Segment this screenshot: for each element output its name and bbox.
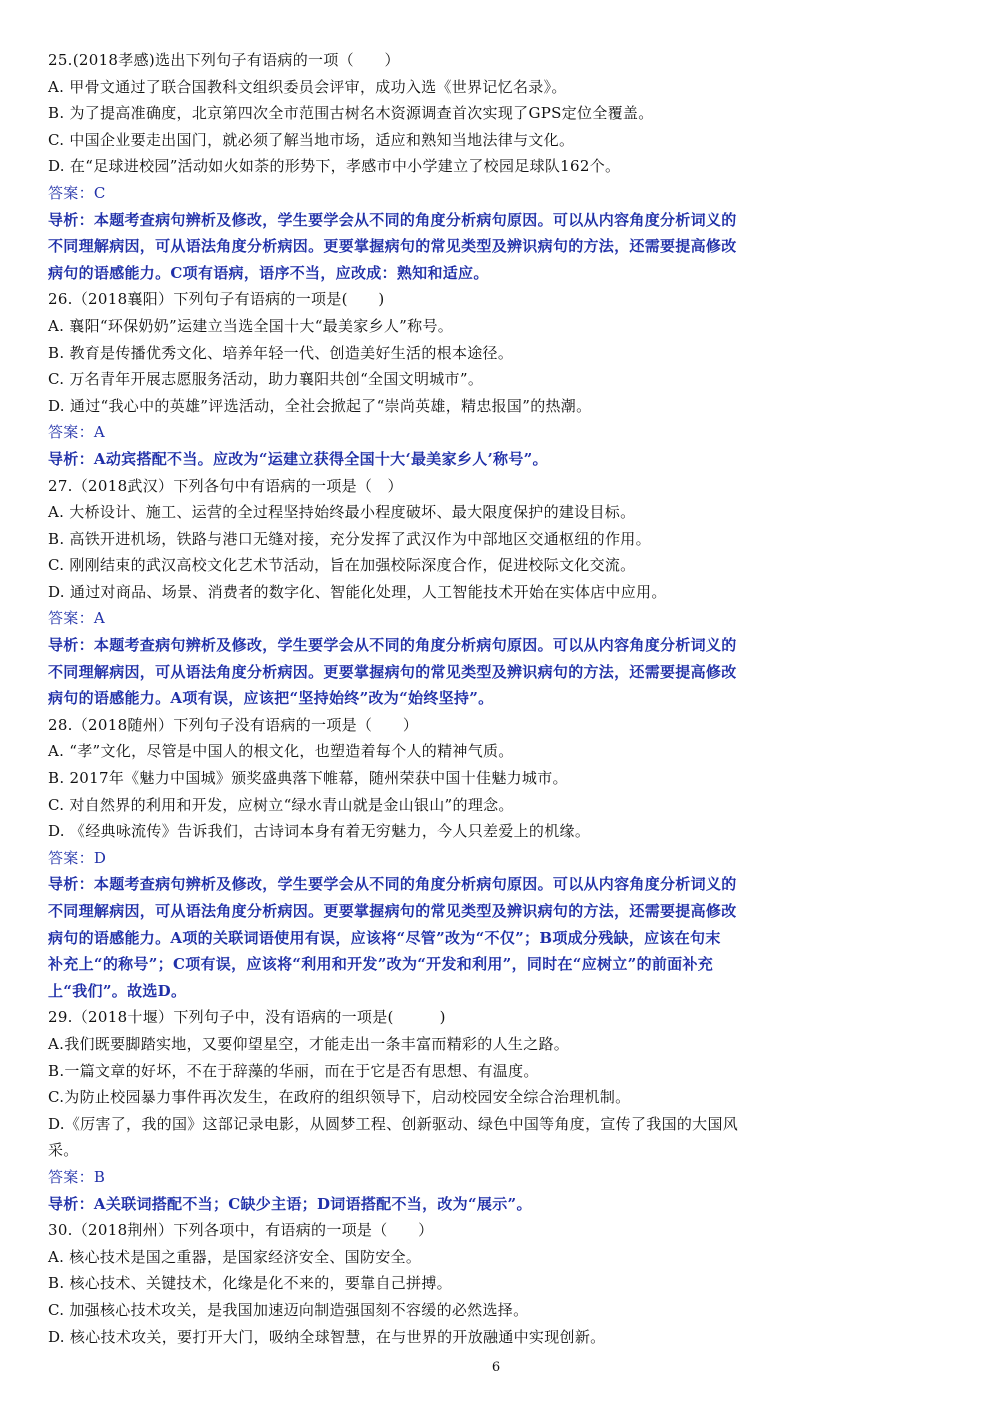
analysis-line: 不同理解病因，可从语法角度分析病因。更要掌握病句的常见类型及辨识病句的方法，还需要提高修改 xyxy=(48,902,737,920)
analysis-line: 导析：本题考查病句辨析及修改，学生要学会从不同的角度分析病句原因。可以从内容角度分析词义的 xyxy=(48,875,737,894)
question-option: A. 核心技术是国之重器，是国家经济安全、国防安全。 xyxy=(48,1247,422,1266)
analysis-line: 导析：本题考查病句辨析及修改，学生要学会从不同的角度分析病句原因。可以从内容角度分析词义的 xyxy=(48,210,737,229)
question-option: D. 《经典咏流传》告诉我们，古诗词本身有着无穷魅力，今人只差爱上的机缘。 xyxy=(48,822,591,841)
question-option: C. 加强核心技术攻关，是我国加速迈向制造强国刻不容缓的必然选择。 xyxy=(48,1300,529,1319)
question-option: 采。 xyxy=(48,1141,79,1160)
question-option: A. 襄阳“环保奶奶”运建立当选全国十大“最美家乡人”称号。 xyxy=(48,316,454,335)
question-option: D.《厉害了，我的国》这部记录电影，从圆梦工程、创新驱动、绿色中国等角度，宣传了我国的大国风 xyxy=(48,1114,739,1133)
question-option: B. 2017年《魅力中国城》颁奖盛典落下帷幕，随州荣获中国十佳魅力城市。 xyxy=(48,769,568,788)
page-number: 6 xyxy=(491,1360,501,1375)
analysis-line: 病句的语感能力。C项有语病，语序不当，应改成：熟知和适应。 xyxy=(48,263,489,282)
question-option: B.一篇文章的好坏，不在于辞藻的华丽，而在于它是否有思想、有温度。 xyxy=(48,1061,539,1080)
question-option: A. 大桥设计、施工、运营的全过程坚持始终最小程度破坏、最大限度保护的建设目标。 xyxy=(48,503,636,522)
question-option: B. 高铁开进机场，铁路与港口无缝对接，充分发挥了武汉作为中部地区交通枢纽的作用。 xyxy=(48,529,651,548)
question-option: B. 核心技术、关键技术，化缘是化不来的，要靠自己拼搏。 xyxy=(48,1274,452,1293)
question-option: C. 中国企业要走出国门，就必须了解当地市场，适应和熟知当地法律与文化。 xyxy=(48,130,575,149)
question-stem: 29.（2018十堰）下列句子中，没有语病的一项是( ) xyxy=(48,1008,446,1027)
question-option: D. 通过对商品、场景、消费者的数字化、智能化处理，人工智能技术开始在实体店中应用。 xyxy=(48,582,667,601)
answer-line: 答案：A xyxy=(48,423,106,442)
question-option: A. “孝”文化，尽管是中国人的根文化，也塑造着每个人的精神气质。 xyxy=(48,742,514,761)
answer-line: 答案：A xyxy=(48,609,106,628)
question-option: C. 对自然界的利用和开发，应树立“绿水青山就是金山银山”的理念。 xyxy=(48,795,514,814)
question-option: A. 甲骨文通过了联合国教科文组织委员会评审，成功入选《世界记忆名录》。 xyxy=(48,77,567,96)
question-option: C. 刚刚结束的武汉高校文化艺术节活动，旨在加强校际深度合作，促进校际文化交流。 xyxy=(48,556,636,575)
question-option: D. 在“足球进校园”活动如火如荼的形势下，孝感市中小学建立了校园足球队162个。 xyxy=(48,157,621,176)
question-option: C.为防止校园暴力事件再次发生，在政府的组织领导下，启动校园安全综合治理机制。 xyxy=(48,1088,631,1107)
analysis-line: 导析：A关联词搭配不当；C缺少主语；D词语搭配不当，改为“展示”。 xyxy=(48,1194,532,1213)
question-option: B. 为了提高准确度，北京第四次全市范围古树名木资源调查首次实现了GPS定位全覆盖。 xyxy=(48,104,654,123)
question-stem: 28.（2018随州）下列句子没有语病的一项是（ ） xyxy=(48,715,419,734)
question-option: D. 核心技术攻关，要打开大门，吸纳全球智慧，在与世界的开放融通中实现创新。 xyxy=(48,1327,606,1346)
analysis-line: 上“我们”。故选D。 xyxy=(48,981,187,1000)
analysis-line: 补充上“的称号”；C项有误，应该将“利用和开发”改为“开发和利用”，同时在“应树立”的前面补充 xyxy=(48,955,714,974)
question-stem: 30.（2018荆州）下列各项中，有语病的一项是（ ） xyxy=(48,1221,434,1240)
question-option: A.我们既要脚踏实地，又要仰望星空，才能走出一条丰富而精彩的人生之路。 xyxy=(48,1034,570,1053)
analysis-line: 不同理解病因，可从语法角度分析病因。更要掌握病句的常见类型及辨识病句的方法，还需要提高修改 xyxy=(48,237,737,256)
analysis-line: 病句的语感能力。A项的关联词语使用有误，应该将“尽管”改为“不仅”；B项成分残缺，应该在句末 xyxy=(48,928,721,947)
question-option: D. 通过“我心中的英雄”评选活动，全社会掀起了“崇尚英雄，精忠报国”的热潮。 xyxy=(48,396,592,415)
analysis-line: 导析：本题考查病句辨析及修改，学生要学会从不同的角度分析病句原因。可以从内容角度分析词义的 xyxy=(48,636,737,655)
answer-line: 答案：B xyxy=(48,1167,106,1186)
analysis-line: 不同理解病因，可从语法角度分析病因。更要掌握病句的常见类型及辨识病句的方法，还需要提高修改 xyxy=(48,662,737,681)
analysis-line: 导析：A动宾搭配不当。应改为“运建立获得全国十大‘最美家乡人’称号”。 xyxy=(48,449,548,468)
answer-line: 答案：C xyxy=(48,183,106,202)
question-stem: 25.(2018孝感)选出下列句子有语病的一项（ ） xyxy=(48,51,400,69)
question-stem: 27.（2018武汉）下列各句中有语病的一项是（ ） xyxy=(48,476,403,495)
question-option: B. 教育是传播优秀文化、培养年轻一代、创造美好生活的根本途径。 xyxy=(48,343,514,362)
analysis-line: 病句的语感能力。A项有误，应该把“坚持始终”改为“始终坚持”。 xyxy=(48,689,494,708)
question-option: C. 万名青年开展志愿服务活动，助力襄阳共创“全国文明城市”。 xyxy=(48,370,484,389)
answer-line: 答案：D xyxy=(48,848,107,867)
question-stem: 26.（2018襄阳）下列句子有语病的一项是( ) xyxy=(48,290,385,309)
document-body xyxy=(48,47,848,1350)
